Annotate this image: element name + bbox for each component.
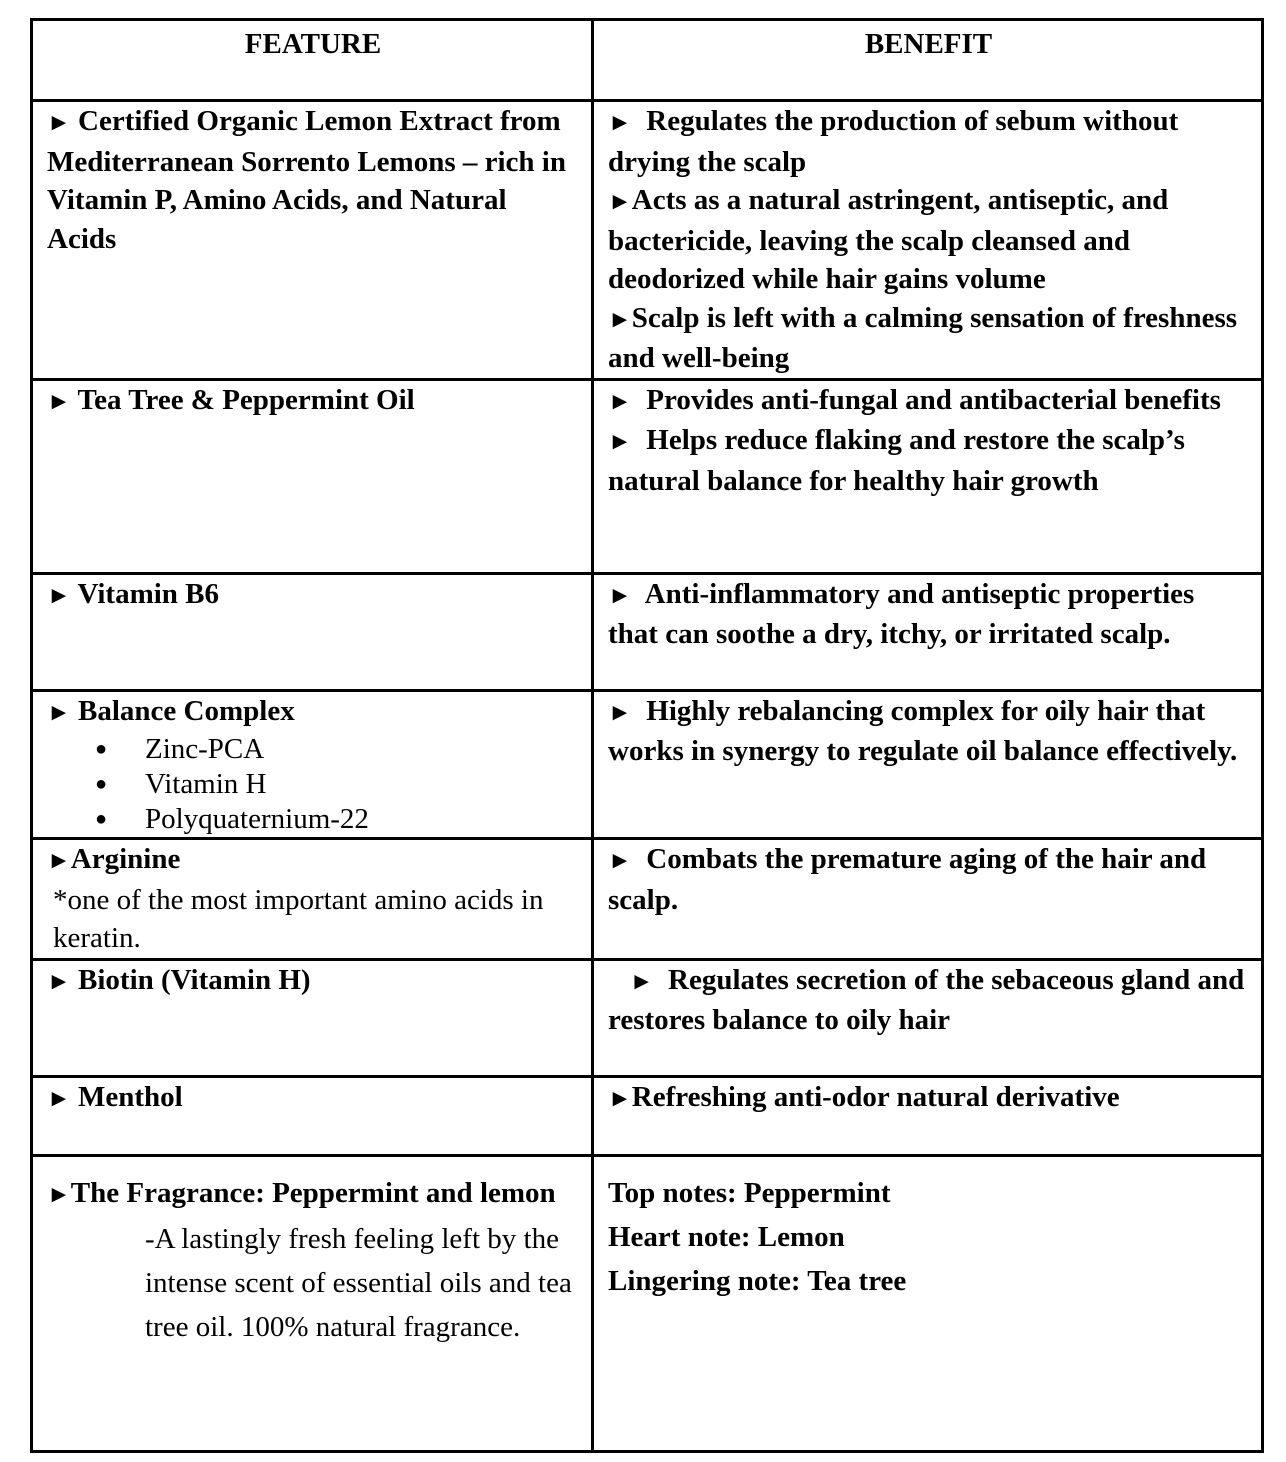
table-row (32, 690, 1263, 839)
feature-text: Vitamin B6 (77, 577, 220, 610)
benefit-text: Acts as a natural astringent, antiseptic, and bactericide, leaving the scalp cleansed and deodorized while hair gains volume (608, 184, 1169, 295)
benefit-text: Regulates secretion of the sebaceous gland and restores balance to oily hair (608, 963, 1245, 1036)
feature-cell (32, 573, 593, 690)
benefit-cell (593, 1155, 1263, 1451)
table-row (32, 379, 1263, 573)
triangle-right-icon: ► (608, 110, 632, 136)
triangle-right-icon: ► (608, 582, 632, 609)
benefit-item (608, 102, 1249, 181)
feature-cell (32, 839, 593, 960)
feature-text: Tea Tree & Peppermint Oil (77, 383, 415, 416)
triangle-right-icon: ► (608, 848, 632, 874)
triangle-right-icon: ► (608, 429, 632, 455)
benefit-cell (593, 690, 1263, 839)
triangle-right-icon: ► (47, 968, 71, 995)
triangle-right-icon: ► (47, 388, 71, 415)
feature-text: Balance Complex (78, 694, 295, 727)
feature-cell (32, 379, 593, 573)
feature-cell (32, 1076, 593, 1155)
feature-text: Menthol (78, 1080, 183, 1113)
triangle-right-icon: ► (629, 968, 654, 995)
triangle-right-icon: ► (608, 189, 632, 215)
benefit-cell (593, 573, 1263, 690)
feature-text: Biotin (Vitamin H) (78, 963, 311, 996)
feature-cell (32, 959, 593, 1076)
triangle-right-icon: ► (47, 110, 71, 136)
benefit-item (608, 181, 1249, 299)
triangle-right-icon: ► (47, 582, 71, 609)
feature-cell (32, 101, 593, 380)
benefit-item (608, 299, 1249, 378)
fragrance-note: Heart note: Lemon (608, 1220, 845, 1253)
benefit-text: Helps reduce flaking and restore the scalp’s natural balance for healthy hair growth (608, 424, 1185, 497)
sub-item: ● Zinc-PCA (95, 732, 579, 767)
benefit-cell (593, 101, 1263, 380)
benefit-cell (593, 959, 1263, 1076)
triangle-right-icon: ► (608, 1085, 632, 1112)
benefit-item (608, 421, 1249, 500)
table-row (32, 101, 1263, 380)
fragrance-note: Lingering note: Tea tree (608, 1264, 907, 1297)
feature-note: *one of the most important amino acids in keratin. (53, 883, 544, 954)
triangle-right-icon: ► (608, 388, 632, 415)
feature-benefit-table (30, 18, 1264, 1453)
table-row (32, 1155, 1263, 1451)
benefit-cell (593, 379, 1263, 573)
triangle-right-icon: ► (47, 1181, 71, 1208)
sub-item: ● Vitamin H (95, 767, 579, 802)
feature-cell (32, 690, 593, 839)
header-row (32, 20, 1263, 101)
benefit-cell (593, 839, 1263, 960)
benefit-item (608, 381, 1249, 422)
benefit-text: Refreshing anti-odor natural derivative (631, 1080, 1120, 1113)
feature-text: Certified Organic Lemon Extract from Mediterranean Sorrento Lemons – rich in Vitamin P, Amino Acids, and Natural Acids (47, 105, 566, 255)
sub-item: ● Polyquaternium-22 (95, 802, 579, 837)
benefit-text: Scalp is left with a calming sensation of freshness and well-being (608, 301, 1238, 374)
benefit-text: Anti-inflammatory and antiseptic properties that can soothe a dry, itchy, or irritated scalp. (608, 577, 1195, 650)
fragrance-description: -A lastingly fresh feeling left by the intense scent of essential oils and tea tree oil. 100% natural fragrance. (145, 1222, 572, 1343)
benefit-text: Provides anti-fungal and antibacterial benefits (646, 383, 1221, 416)
feature-cell (32, 1155, 593, 1451)
table-row (32, 839, 1263, 960)
benefit-text: Combats the premature aging of the hair and scalp. (608, 843, 1207, 916)
sub-item-list (47, 732, 579, 837)
table-row (32, 959, 1263, 1076)
table-row (32, 1076, 1263, 1155)
benefit-text: Highly rebalancing complex for oily hair that works in synergy to regulate oil balance effectively. (608, 694, 1238, 767)
feature-text: Arginine (70, 843, 181, 875)
triangle-right-icon: ► (47, 1085, 71, 1112)
triangle-right-icon: ► (47, 848, 71, 874)
triangle-right-icon: ► (47, 699, 71, 726)
table-row (32, 573, 1263, 690)
fragrance-note: Top notes: Peppermint (608, 1176, 891, 1209)
triangle-right-icon: ► (608, 699, 632, 726)
benefit-text: Regulates the production of sebum without drying the scalp (608, 105, 1179, 178)
feature-text: The Fragrance: Peppermint and lemon (70, 1176, 556, 1209)
feature-header: FEATURE (32, 20, 593, 101)
benefit-header: BENEFIT (593, 20, 1263, 101)
benefit-cell (593, 1076, 1263, 1155)
triangle-right-icon: ► (608, 306, 632, 333)
